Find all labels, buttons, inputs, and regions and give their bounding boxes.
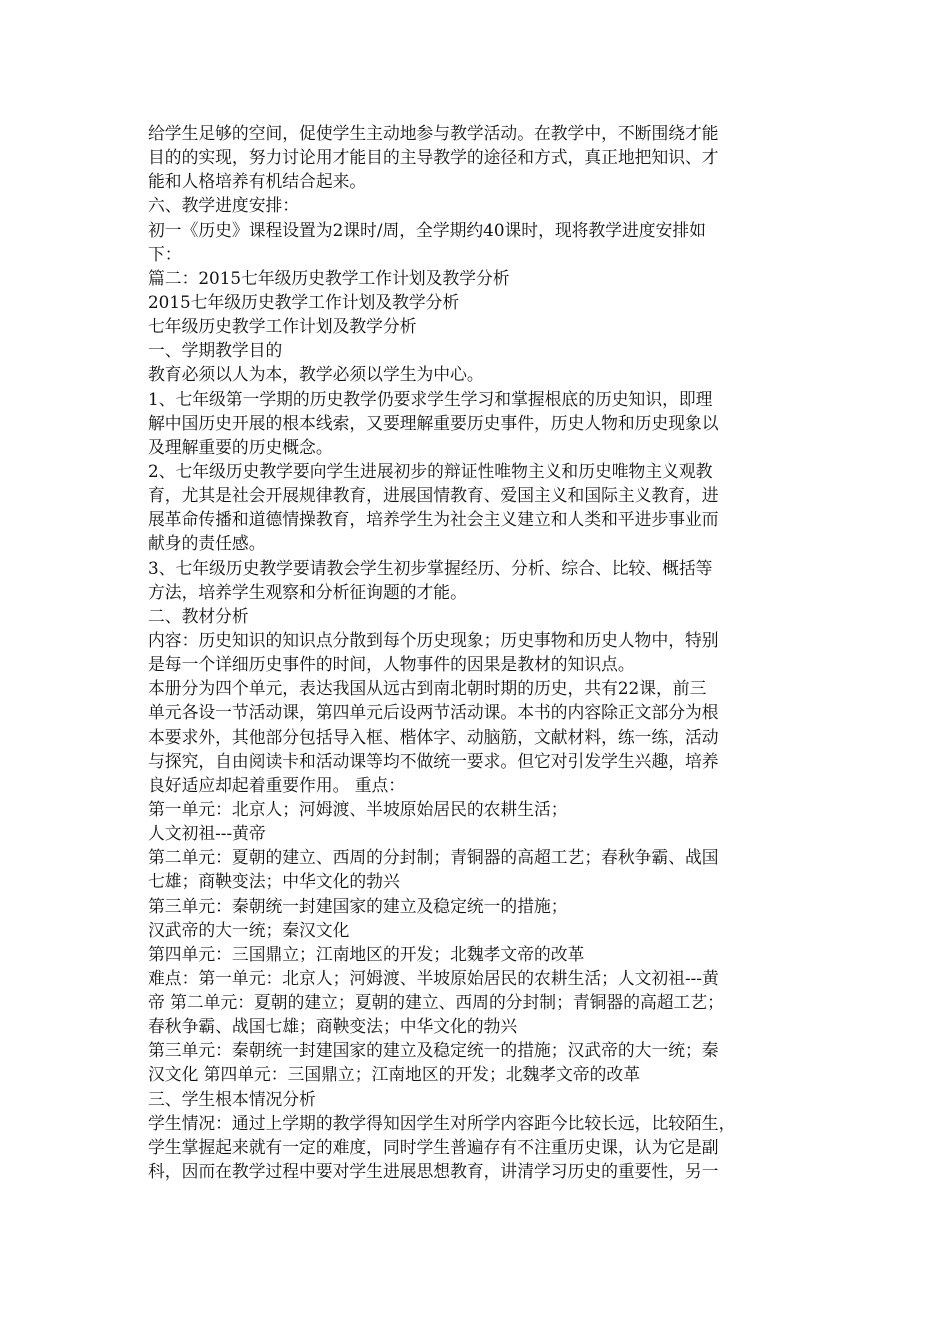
text-line: 第二单元：夏朝的建立、西周的分封制；青铜器的高超工艺；春秋争霸、战国 xyxy=(148,847,719,868)
section-heading: 三、学生根本情况分析 xyxy=(148,1088,316,1109)
text-line: 第一单元：北京人；河姆渡、半坡原始居民的农耕生活； xyxy=(148,798,568,819)
text-line: 学生掌握起来就有一定的难度，同时学生普遍存有不注重历史课，认为它是副 xyxy=(148,1136,719,1157)
text-line: 展革命传播和道德情操教育，培养学生为社会主义建立和人类和平进步事业而 xyxy=(148,509,719,530)
text-line: 学生情况：通过上学期的教学得知因学生对所学内容距今比较长远，比较陌生， xyxy=(148,1112,736,1133)
document-subtitle: 七年级历史教学工作计划及教学分析 xyxy=(148,316,417,337)
text-line: 初一《历史》课程设置为2课时/周，全学期约40课时，现将教学进度安排如 xyxy=(148,219,706,240)
text-line: 汉武帝的大一统；秦汉文化 xyxy=(148,919,350,940)
text-line: 解中国历史开展的根本线索，又要理解重要历史事件，历史人物和历史现象以 xyxy=(148,412,719,433)
text-line: 七雄；商鞅变法；中华文化的勃兴 xyxy=(148,871,400,892)
text-line: 人文初祖---黄帝 xyxy=(148,823,266,844)
text-line: 给学生足够的空间，促使学生主动地参与教学活动。在教学中，不断围绕才能 xyxy=(148,123,719,143)
text-line: 是每一个详细历史事件的时间，人物事件的因果是教材的知识点。 xyxy=(148,654,635,675)
text-line: 3、七年级历史教学要请教会学生初步掌握经历、分析、综合、比较、概括等 xyxy=(148,557,713,578)
text-line: 良好适应却起着重要作用。 重点： xyxy=(148,774,406,795)
text-line: 本要求外，其他部分包括导入框、楷体字、动脑筋，文献材料，练一练，活动 xyxy=(148,726,719,747)
text-line: 本册分为四个单元，表达我国从远古到南北朝时期的历史，共有22课，前三 xyxy=(148,678,707,699)
text-line: 单元各设一节活动课，第四单元后设两节活动课。本书的内容除正文部分为根 xyxy=(148,702,719,723)
chapter-title: 篇二：2015七年级历史教学工作计划及教学分析 xyxy=(148,267,510,288)
text-line: 第三单元：秦朝统一封建国家的建立及稳定统一的措施； xyxy=(148,895,568,916)
text-line: 难点：第一单元：北京人；河姆渡、半坡原始居民的农耕生活；人文初祖---黄 xyxy=(148,967,719,988)
text-line: 帝 第二单元：夏朝的建立；夏朝的建立、西周的分封制；青铜器的高超工艺； xyxy=(148,992,724,1013)
text-line: 与探究，自由阅读卡和活动课等均不做统一要求。但它对引发学生兴趣，培养 xyxy=(148,750,719,771)
section-heading: 二、教材分析 xyxy=(148,605,249,626)
document-title: 2015七年级历史教学工作计划及教学分析 xyxy=(148,291,460,312)
text-line: 献身的责任感。 xyxy=(148,533,266,554)
text-line: 1、七年级第一学期的历史教学仍要求学生学习和掌握根底的历史知识，即理 xyxy=(148,388,713,409)
text-line: 春秋争霸、战国七雄；商鞅变法；中华文化的勃兴 xyxy=(148,1016,518,1037)
text-line: 第三单元：秦朝统一封建国家的建立及稳定统一的措施；汉武帝的大一统；秦 xyxy=(148,1040,719,1061)
text-line: 2、七年级历史教学要向学生进展初步的辩证性唯物主义和历史唯物主义观教 xyxy=(148,460,713,481)
text-line: 育，尤其是社会开展规律教育，进展国情教育、爱国主义和国际主义教育，进 xyxy=(148,485,719,506)
text-line: 汉文化 第四单元：三国鼎立；江南地区的开发；北魏孝文帝的改革 xyxy=(148,1064,640,1085)
section-heading: 六、教学进度安排： xyxy=(148,195,300,216)
text-line: 方法，培养学生观察和分析征询题的才能。 xyxy=(148,581,467,602)
text-line: 内容：历史知识的知识点分散到每个历史现象；历史事物和历史人物中，特别 xyxy=(148,629,719,650)
text-line: 下： xyxy=(148,243,182,264)
text-line: 教育必须以人为本，教学必须以学生为中心。 xyxy=(148,364,484,385)
text-line: 及理解重要的历史概念。 xyxy=(148,436,333,457)
text-line: 能和人格培养有机结合起来。 xyxy=(148,171,367,192)
text-line: 目的的实现，努力讨论用才能目的主导教学的途径和方式，真正地把知识、才 xyxy=(148,147,719,168)
text-line: 第四单元：三国鼎立；江南地区的开发；北魏孝文帝的改革 xyxy=(148,943,585,964)
section-heading: 一、学期教学目的 xyxy=(148,340,283,361)
document-page xyxy=(148,121,808,1183)
text-line: 科，因而在教学过程中要对学生进展思想教育，讲清学习历史的重要性，另一 xyxy=(148,1161,719,1182)
